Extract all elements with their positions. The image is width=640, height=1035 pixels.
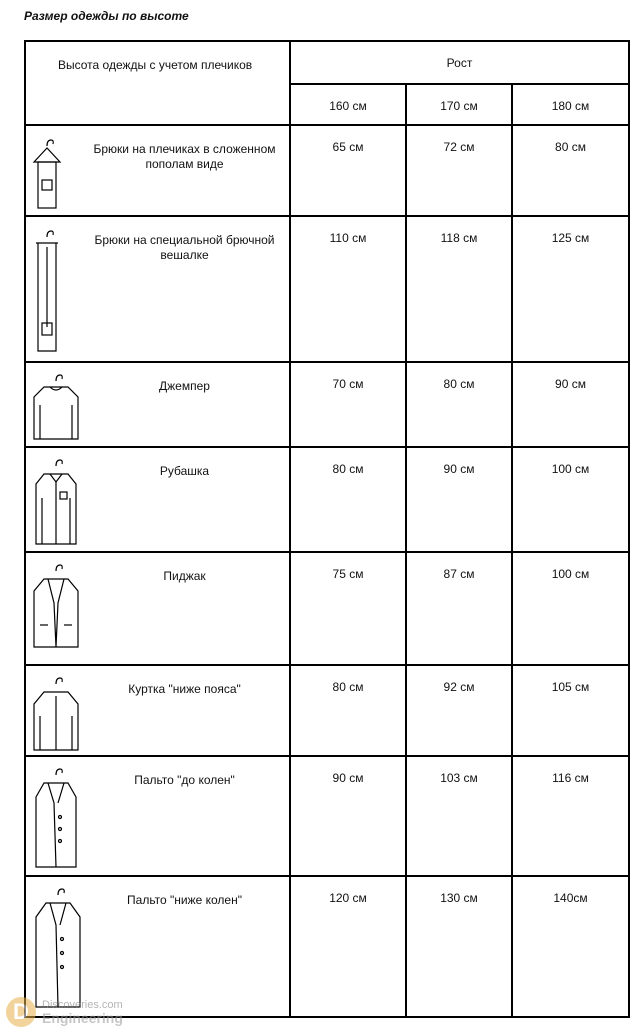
header-row (25, 41, 629, 84)
short-jacket-icon (30, 676, 82, 754)
knee-coat-icon (30, 767, 82, 871)
table-row (25, 665, 629, 756)
item-cell (25, 447, 290, 552)
value-160: 120 см (290, 876, 406, 1017)
table-row (25, 876, 629, 1017)
value-160: 90 см (290, 756, 406, 876)
value-170: 87 см (406, 552, 512, 665)
item-name: Пиджак (163, 569, 206, 583)
value-160: 80 см (290, 447, 406, 552)
item-name: Пальто "до колен" (134, 773, 235, 787)
value-180: 140см (512, 876, 629, 1017)
item-cell (25, 125, 290, 216)
value-160: 110 см (290, 216, 406, 362)
value-180: 100 см (512, 447, 629, 552)
value-160: 65 см (290, 125, 406, 216)
height-170: 170 см (406, 84, 512, 125)
value-180: 90 см (512, 362, 629, 447)
height-180: 180 см (512, 84, 629, 125)
value-170: 103 см (406, 756, 512, 876)
page-title: Размер одежды по высоте (24, 9, 189, 23)
value-180: 105 см (512, 665, 629, 756)
item-name: Пальто "ниже колен" (127, 893, 242, 907)
value-180: 116 см (512, 756, 629, 876)
value-180: 80 см (512, 125, 629, 216)
watermark-line1: Discoveries.com (42, 999, 123, 1011)
table-row (25, 216, 629, 362)
value-160: 75 см (290, 552, 406, 665)
value-170: 80 см (406, 362, 512, 447)
table-row (25, 125, 629, 216)
header-rost: Рост (290, 41, 629, 84)
item-cell (25, 756, 290, 876)
pants-hanger-icon (30, 227, 64, 357)
header-left (25, 41, 290, 125)
table-row (25, 756, 629, 876)
sweater-icon (30, 373, 82, 443)
value-160: 70 см (290, 362, 406, 447)
watermark-line2: Engineering (42, 1010, 123, 1026)
header-left-label: Высота одежды с учетом плечиков (58, 58, 253, 72)
watermark-logo: D (6, 997, 36, 1027)
height-160: 160 см (290, 84, 406, 125)
value-170: 118 см (406, 216, 512, 362)
table-row (25, 447, 629, 552)
item-cell (25, 876, 290, 1017)
value-170: 90 см (406, 447, 512, 552)
item-cell (25, 362, 290, 447)
value-180: 125 см (512, 216, 629, 362)
value-170: 92 см (406, 665, 512, 756)
long-coat-icon (30, 887, 86, 1011)
value-170: 130 см (406, 876, 512, 1017)
watermark (6, 997, 123, 1027)
item-name: Брюки на плечиках в сложенном пополам виде (93, 142, 276, 171)
value-160: 80 см (290, 665, 406, 756)
shirt-icon (30, 458, 82, 548)
item-name: Брюки на специальной брючной вешалке (94, 233, 275, 262)
item-cell (25, 216, 290, 362)
table-row (25, 552, 629, 665)
jacket-icon (30, 563, 82, 653)
item-name: Рубашка (159, 464, 210, 478)
watermark-text (42, 999, 123, 1025)
value-180: 100 см (512, 552, 629, 665)
item-cell (25, 552, 290, 665)
item-name: Куртка "ниже пояса" (128, 682, 241, 696)
table-row (25, 362, 629, 447)
value-170: 72 см (406, 125, 512, 216)
item-name: Джемпер (159, 379, 210, 393)
item-cell (25, 665, 290, 756)
size-table (24, 40, 630, 1018)
folded-pants-hanger-icon (30, 136, 64, 214)
